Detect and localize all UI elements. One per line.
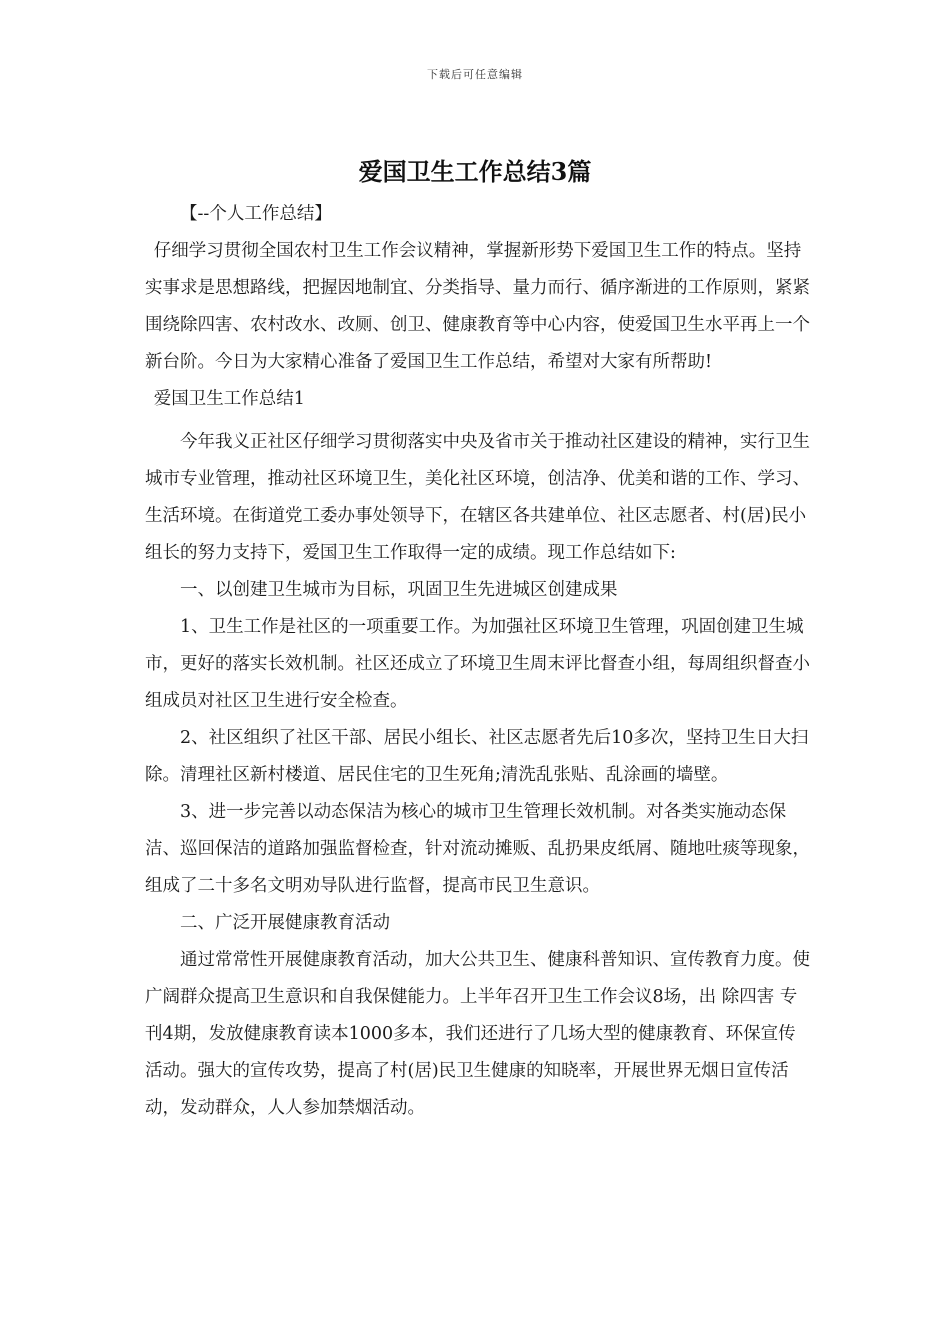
document-body <box>145 196 810 1127</box>
paragraph-1: 今年我义正社区仔细学习贯彻落实中央及省市关于推动社区建设的精神，实行卫生城市专业管理，推动社区环境卫生，美化社区环境，创洁净、优美和谐的工作、学习、生活环境。在街道党工委办事处领导下，在辖区各共建单位、社区志愿者、村(居)民小组长的努力支持下，爱国卫生工作取得一定的成绩。现工作总结如下: <box>145 432 810 563</box>
list-item-3: 3、进一步完善以动态保洁为核心的城市卫生管理长效机制。对各类实施动态保洁、巡回保洁的道路加强监督检查，针对流动摊贩、乱扔果皮纸屑、随地吐痰等现象，组成了二十多名文明劝导队进行监督，提高市民卫生意识。 <box>145 802 810 896</box>
heading-2: 二、广泛开展健康教育活动 <box>180 913 390 933</box>
heading-1: 一、以创建卫生城市为目标，巩固卫生先进城区创建成果 <box>180 580 618 600</box>
intro-paragraph: 仔细学习贯彻全国农村卫生工作会议精神，掌握新形势下爱国卫生工作的特点。坚持实事求是思想路线，把握因地制宜、分类指导、量力而行、循序渐进的工作原则，紧紧围绕除四害、农村改水、改厕、创卫、健康教育等中心内容，使爱国卫生水平再上一个新台阶。今日为大家精心准备了爱国卫生工作总结，希望对大家有所帮助! <box>145 241 810 372</box>
list-item-1: 1、卫生工作是社区的一项重要工作。为加强社区环境卫生管理，巩固创建卫生城市，更好的落实长效机制。社区还成立了环境卫生周末评比督查小组，每周组织督查小组成员对社区卫生进行安全检查。 <box>145 617 810 711</box>
sub-title: 爱国卫生工作总结1 <box>153 389 305 409</box>
section-label: 【--个人工作总结】 <box>180 204 332 224</box>
paragraph-2: 通过常常性开展健康教育活动，加大公共卫生、健康科普知识、宣传教育力度。使广阔群众提高卫生意识和自我保健能力。上半年召开卫生工作会议8场，出 除四害 专刊4期，发放健康教育读本1000多本，我们还进行了几场大型的健康教育、环保宣传活动。强大的宣传攻势，提高了村(居)民卫生健康的知晓率，开展世界无烟日宣传活动，发动群众，人人参加禁烟活动。 <box>145 950 810 1118</box>
list-item-2: 2、社区组织了社区干部、居民小组长、社区志愿者先后10多次，坚持卫生日大扫除。清理社区新村楼道、居民住宅的卫生死角;清洗乱张贴、乱涂画的墙壁。 <box>145 728 809 785</box>
document-title: 爱国卫生工作总结3篇 <box>358 157 592 186</box>
header-note: 下载后可任意编辑 <box>427 68 523 81</box>
